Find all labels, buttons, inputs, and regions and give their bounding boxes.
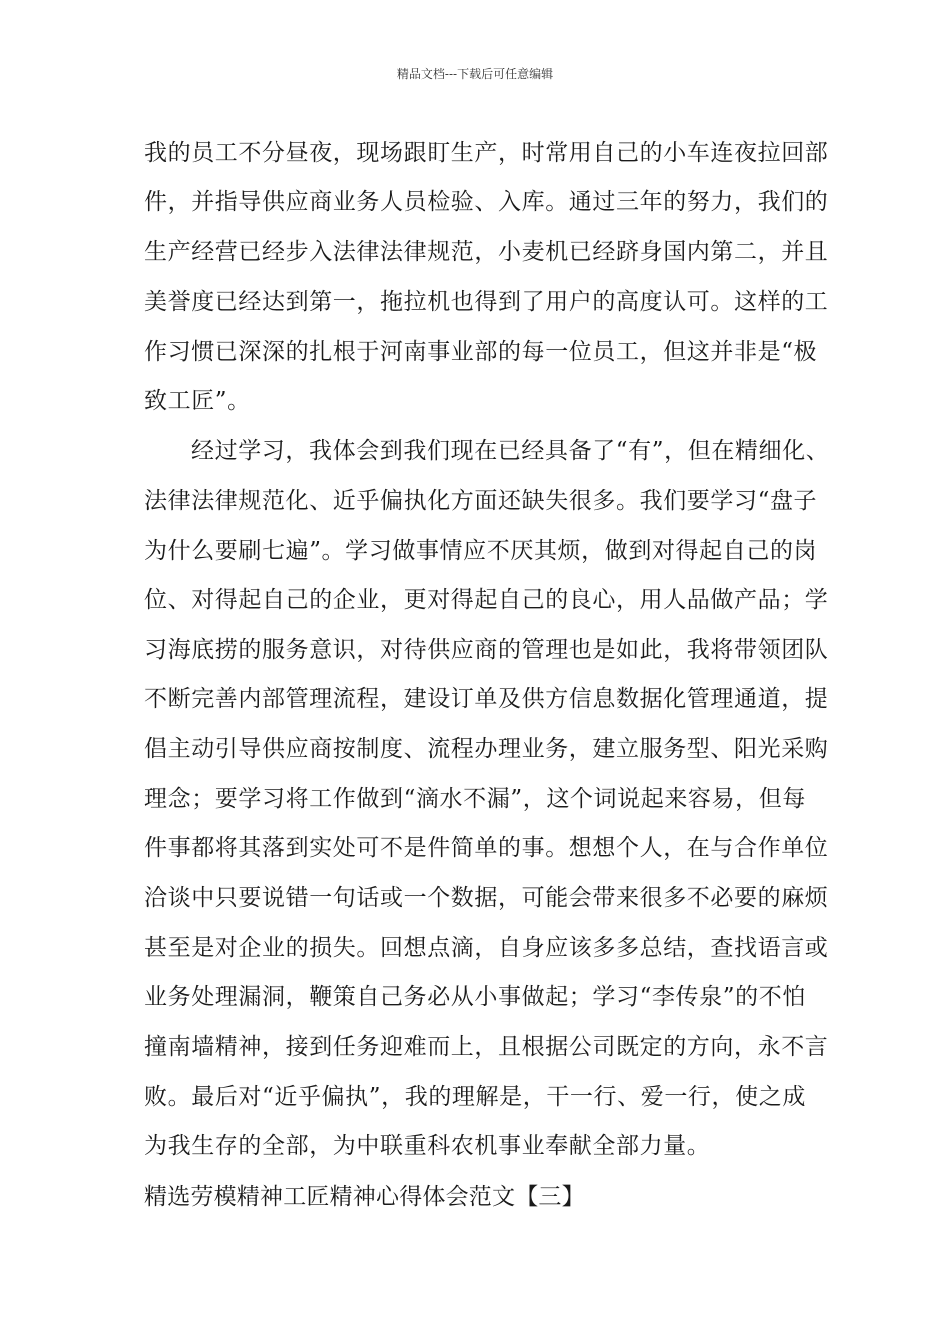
body-line: 生产经营已经步入法律法律规范，小麦机已经跻身国内第二，并且	[144, 239, 829, 265]
body-line: 法律法律规范化、近乎偏执化方面还缺失很多。我们要学习“盘子	[144, 488, 818, 514]
body-line: 件，并指导供应商业务人员检验、入库。通过三年的努力，我们的	[144, 189, 829, 215]
body-line: 撞南墙精神，接到任务迎难而上，且根据公司既定的方向，永不言	[144, 1034, 829, 1060]
section-heading: 精选劳模精神工匠精神心得体会范文【三】	[144, 1184, 585, 1210]
body-line: 为什么要刷七遍”。学习做事情应不厌其烦，做到对得起自己的岗	[144, 538, 818, 564]
body-line: 不断完善内部管理流程，建设订单及供方信息数据化管理通道，提	[144, 686, 829, 712]
body-line: 为我生存的全部，为中联重科农机事业奉献全部力量。	[144, 1133, 711, 1159]
body-line: 败。最后对“近乎偏执”，我的理解是，干一行、爱一行，使之成	[144, 1084, 806, 1110]
body-line: 洽谈中只要说错一句话或一个数据，可能会带来很多不必要的麻烦	[144, 885, 829, 911]
body-line: 业务处理漏洞，鞭策自己务必从小事做起；学习“李传泉”的不怕	[144, 984, 806, 1010]
body-line: 件事都将其落到实处可不是件简单的事。想想个人，在与合作单位	[144, 835, 829, 861]
body-line: 致工匠”。	[144, 388, 251, 414]
body-line: 我的员工不分昼夜，现场跟盯生产，时常用自己的小车连夜拉回部	[144, 140, 829, 166]
body-line: 甚至是对企业的损失。回想点滴，自身应该多多总结，查找语言或	[144, 935, 829, 961]
body-line: 习海底捞的服务意识，对待供应商的管理也是如此，我将带领团队	[144, 637, 829, 663]
page-header: 精品文档---下载后可任意编辑	[396, 67, 554, 81]
body-line: 作习惯已深深的扎根于河南事业部的每一位员工，但这并非是“极	[144, 339, 818, 365]
body-line: 倡主动引导供应商按制度、流程办理业务，建立服务型、阳光采购	[144, 736, 829, 762]
body-line: 经过学习，我体会到我们现在已经具备了“有”，但在精细化、	[191, 438, 830, 464]
body-line: 美誉度已经达到第一，拖拉机也得到了用户的高度认可。这样的工	[144, 289, 829, 315]
body-line: 位、对得起自己的企业，更对得起自己的良心，用人品做产品；学	[144, 587, 829, 613]
body-line: 理念；要学习将工作做到“滴水不漏”，这个词说起来容易，但每	[144, 786, 806, 812]
